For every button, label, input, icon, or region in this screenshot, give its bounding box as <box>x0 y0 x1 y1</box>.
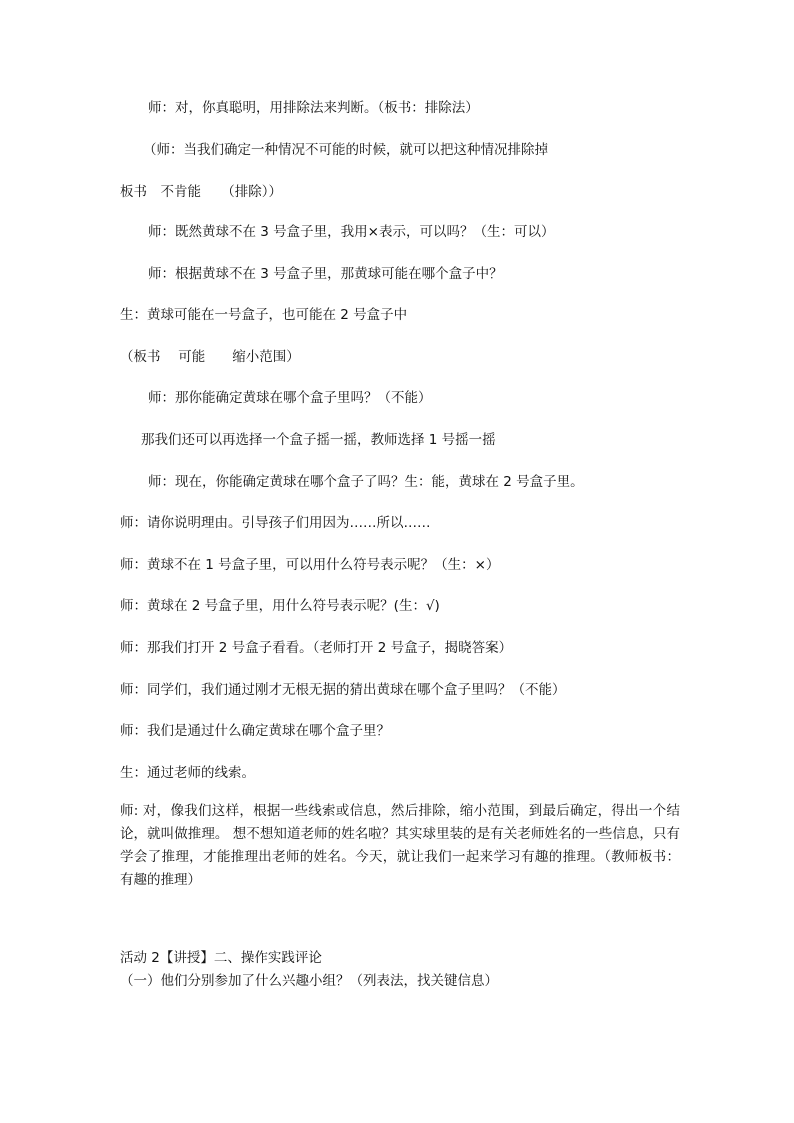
summary-paragraph: 师: 对，像我们这样，根据一些线索或信息，然后排除，缩小范围，到最后确定，得出一个结论，就叫做推理。 想不想知道老师的姓名啦？其实球里装的是有关老师姓名的一些信息，只有学会了推理，才能推理出老师的姓名。今天，就让我们一起来学习有趣的推理。（教师板书：有趣的推理） <box>120 803 680 888</box>
text-line: 师：同学们，我们通过刚才无根无据的猜出黄球在哪个盒子里吗？（不能） <box>120 682 566 698</box>
text-line: 生：通过老师的线索。 <box>120 765 255 781</box>
text-line: 师：现在，你能确定黄球在哪个盒子了吗？生：能，黄球在 2 号盒子里。 <box>148 474 584 490</box>
text-line: 师：我们是通过什么确定黄球在哪个盒子里？ <box>120 723 390 739</box>
text-line: 板书 不肯能 （排除）） <box>120 184 282 200</box>
text-line: 师：请你说明理由。引导孩子们用因为……所以…… <box>120 515 431 531</box>
text-line: 师：那我们打开 2 号盒子看看。（老师打开 2 号盒子，揭晓答案） <box>120 640 513 656</box>
text-line: 师：既然黄球不在 3 号盒子里，我用×表示，可以吗？（生：可以） <box>148 224 555 240</box>
text-line: 师：黄球在 2 号盒子里，用什么符号表示呢？(生：√) <box>120 598 440 614</box>
text-line: 那我们还可以再选择一个盒子摇一摇，教师选择 1 号摇一摇 <box>141 432 496 448</box>
text-line: （板书 可能 缩小范围） <box>120 349 300 365</box>
text-line: 师：对，你真聪明，用排除法来判断。（板书：排除法） <box>148 100 479 116</box>
text-line: （师：当我们确定一种情况不可能的时候，就可以把这种情况排除掉 <box>143 142 548 158</box>
text-line: 生：黄球可能在一号盒子，也可能在 2 号盒子中 <box>120 307 408 323</box>
text-line: 师：黄球不在 1 号盒子里，可以用什么符号表示呢？（生：×） <box>120 557 500 573</box>
activity-title: 活动 2【讲授】二、操作实践评论 <box>120 950 322 966</box>
text-line: 师：那你能确定黄球在哪个盒子里吗？（不能） <box>148 390 432 406</box>
activity-subtitle: （一）他们分别参加了什么兴趣小组？（列表法，找关键信息） <box>120 973 498 989</box>
text-line: 师：根据黄球不在 3 号盒子里，那黄球可能在哪个盒子中？ <box>148 266 503 282</box>
